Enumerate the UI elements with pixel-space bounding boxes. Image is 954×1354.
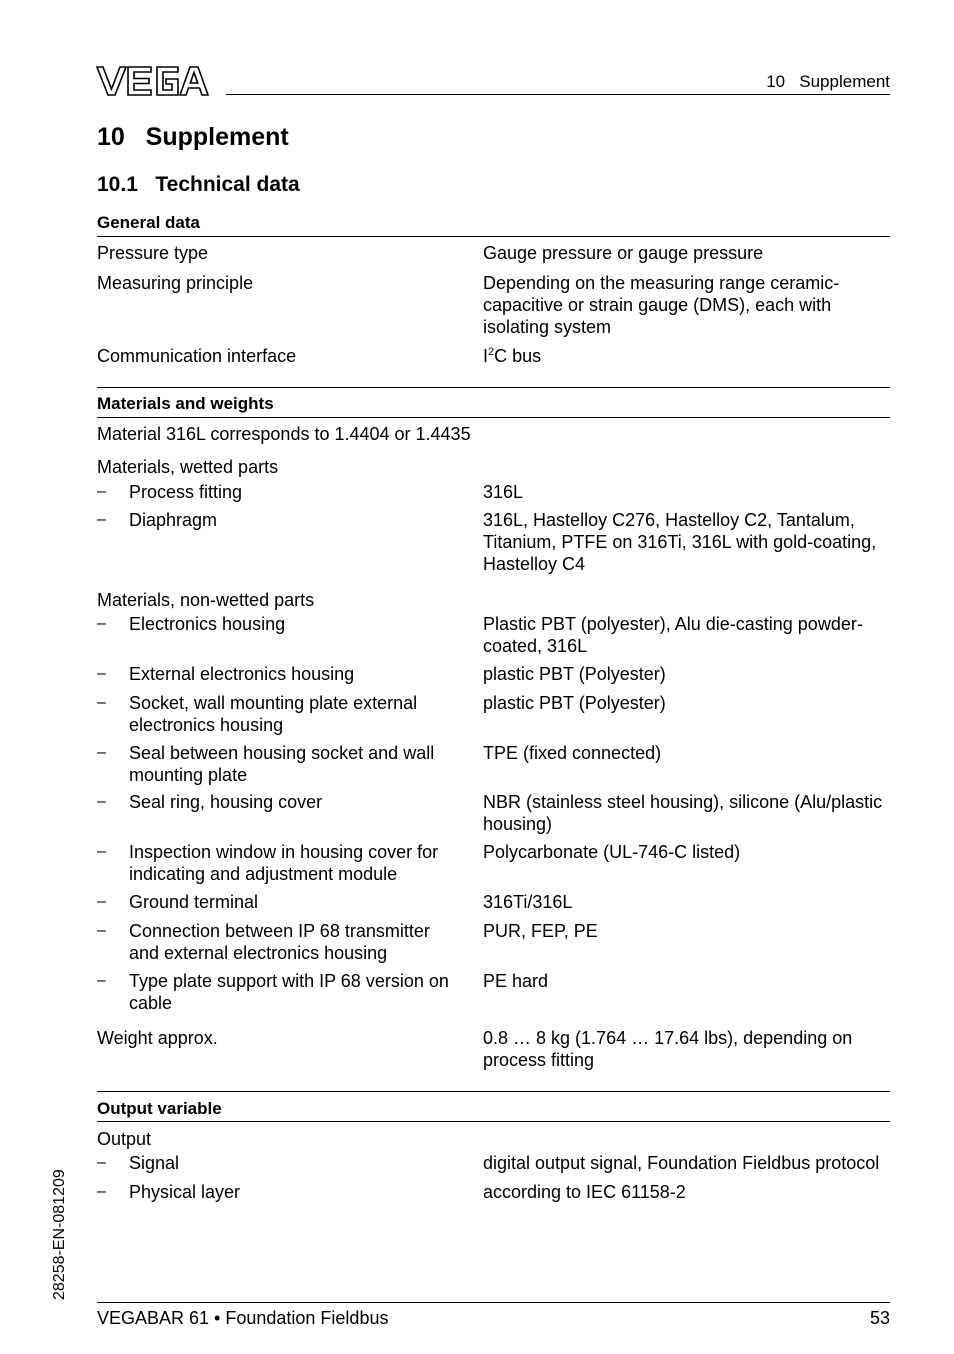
list-dash: – — [97, 744, 106, 761]
list-dash: – — [97, 893, 106, 910]
document-code — [50, 1169, 72, 1322]
output-label-signal: Signal — [129, 1153, 180, 1173]
wetted-value-diaphragm: 316L, Hastelloy C276, Hastelloy C2, Tantalum, Titanium, PTFE on 316Ti, 316L with gold-coating, Hastelloy C4 — [483, 510, 877, 574]
materials-heading: Materials and weights — [97, 394, 274, 413]
nonwetted-label-seal-ring: Seal ring, housing cover — [129, 792, 323, 812]
document-code-text: 28258-EN-081209 — [51, 1169, 68, 1300]
header-rule — [226, 94, 890, 95]
non-wetted-parts-label: Materials, non-wetted parts — [97, 590, 315, 610]
nonwetted-value-socket: plastic PBT (Polyester) — [483, 693, 666, 713]
comm-value-rest: C bus — [494, 346, 542, 366]
comm-value-i: I — [483, 346, 489, 366]
pressure-type-value: Gauge pressure or gauge pressure — [483, 243, 764, 263]
nonwetted-label-inspection-window: Inspection window in housing cover for indicating and adjustment module — [129, 842, 439, 884]
list-dash: – — [97, 922, 106, 939]
output-heading-rule — [97, 1121, 890, 1122]
output-value-physical-layer: according to IEC 61158-2 — [483, 1182, 686, 1202]
output-value-signal: digital output signal, Foundation Fieldbus protocol — [483, 1153, 880, 1173]
footer-product: VEGABAR 61 • Foundation Fieldbus — [97, 1308, 389, 1328]
output-heading: Output variable — [97, 1099, 222, 1118]
nonwetted-value-connection: PUR, FEP, PE — [483, 921, 598, 941]
nonwetted-label-ground-terminal: Ground terminal — [129, 892, 259, 912]
nonwetted-value-ground-terminal: 316Ti/316L — [483, 892, 573, 912]
general-heading-rule — [97, 236, 890, 237]
list-dash: – — [97, 694, 106, 711]
page-number: 53 — [869, 1308, 890, 1328]
nonwetted-value-electronics-housing: Plastic PBT (polyester), Alu die-casting powder-coated, 316L — [483, 614, 863, 656]
materials-heading-rule — [97, 417, 890, 418]
footer-rule — [97, 1302, 890, 1303]
nonwetted-label-electronics-housing: Electronics housing — [129, 614, 286, 634]
vega-logo — [95, 64, 215, 98]
nonwetted-label-external-housing: External electronics housing — [129, 664, 355, 684]
output-label: Output — [97, 1129, 152, 1149]
general-end-rule — [97, 387, 890, 388]
list-dash: – — [97, 665, 106, 682]
measuring-principle-label: Measuring principle — [97, 273, 254, 293]
nonwetted-value-inspection-window: Polycarbonate (UL-746-C listed) — [483, 842, 741, 862]
nonwetted-value-type-plate: PE hard — [483, 971, 549, 991]
nonwetted-label-socket: Socket, wall mounting plate external electronics housing — [129, 693, 418, 735]
nonwetted-value-seal-ring: NBR (stainless steel housing), silicone (Alu/plastic housing) — [483, 792, 883, 834]
nonwetted-value-seal-socket: TPE (fixed connected) — [483, 743, 662, 763]
section-title: 10.1 Technical data — [97, 173, 300, 196]
chapter-title: 10 Supplement — [97, 123, 289, 151]
pressure-type-label: Pressure type — [97, 243, 209, 263]
running-header-title: 10 Supplement — [766, 72, 890, 91]
wetted-value-process-fitting: 316L — [483, 482, 524, 502]
materials-end-rule — [97, 1091, 890, 1092]
weight-label: Weight approx. — [97, 1028, 218, 1048]
general-data-heading: General data — [97, 213, 200, 232]
list-dash: – — [97, 1183, 106, 1200]
wetted-label-process-fitting: Process fitting — [129, 482, 243, 502]
list-dash: – — [97, 972, 106, 989]
list-dash: – — [97, 843, 106, 860]
nonwetted-value-external-housing: plastic PBT (Polyester) — [483, 664, 666, 684]
list-dash: – — [97, 483, 106, 500]
nonwetted-label-type-plate: Type plate support with IP 68 version on cable — [129, 971, 449, 1013]
nonwetted-label-connection: Connection between IP 68 transmitter and external electronics housing — [129, 921, 430, 963]
measuring-principle-value: Depending on the measuring range ceramic-capacitive or strain gauge (DMS), each with isolating system — [483, 273, 840, 337]
nonwetted-label-seal-socket: Seal between housing socket and wall mounting plate — [129, 743, 435, 785]
list-dash: – — [97, 1154, 106, 1171]
list-dash: – — [97, 511, 106, 528]
materials-note: Material 316L corresponds to 1.4404 or 1.4435 — [97, 424, 471, 444]
weight-value: 0.8 … 8 kg (1.764 … 17.64 lbs), depending on process fitting — [483, 1028, 853, 1070]
communication-interface-value — [483, 345, 541, 367]
wetted-parts-label: Materials, wetted parts — [97, 457, 279, 477]
communication-interface-label: Communication interface — [97, 346, 297, 366]
output-label-physical-layer: Physical layer — [129, 1182, 241, 1202]
list-dash: – — [97, 793, 106, 810]
comm-value-superscript: 2 — [488, 346, 495, 358]
wetted-label-diaphragm: Diaphragm — [129, 510, 218, 530]
list-dash: – — [97, 615, 106, 632]
